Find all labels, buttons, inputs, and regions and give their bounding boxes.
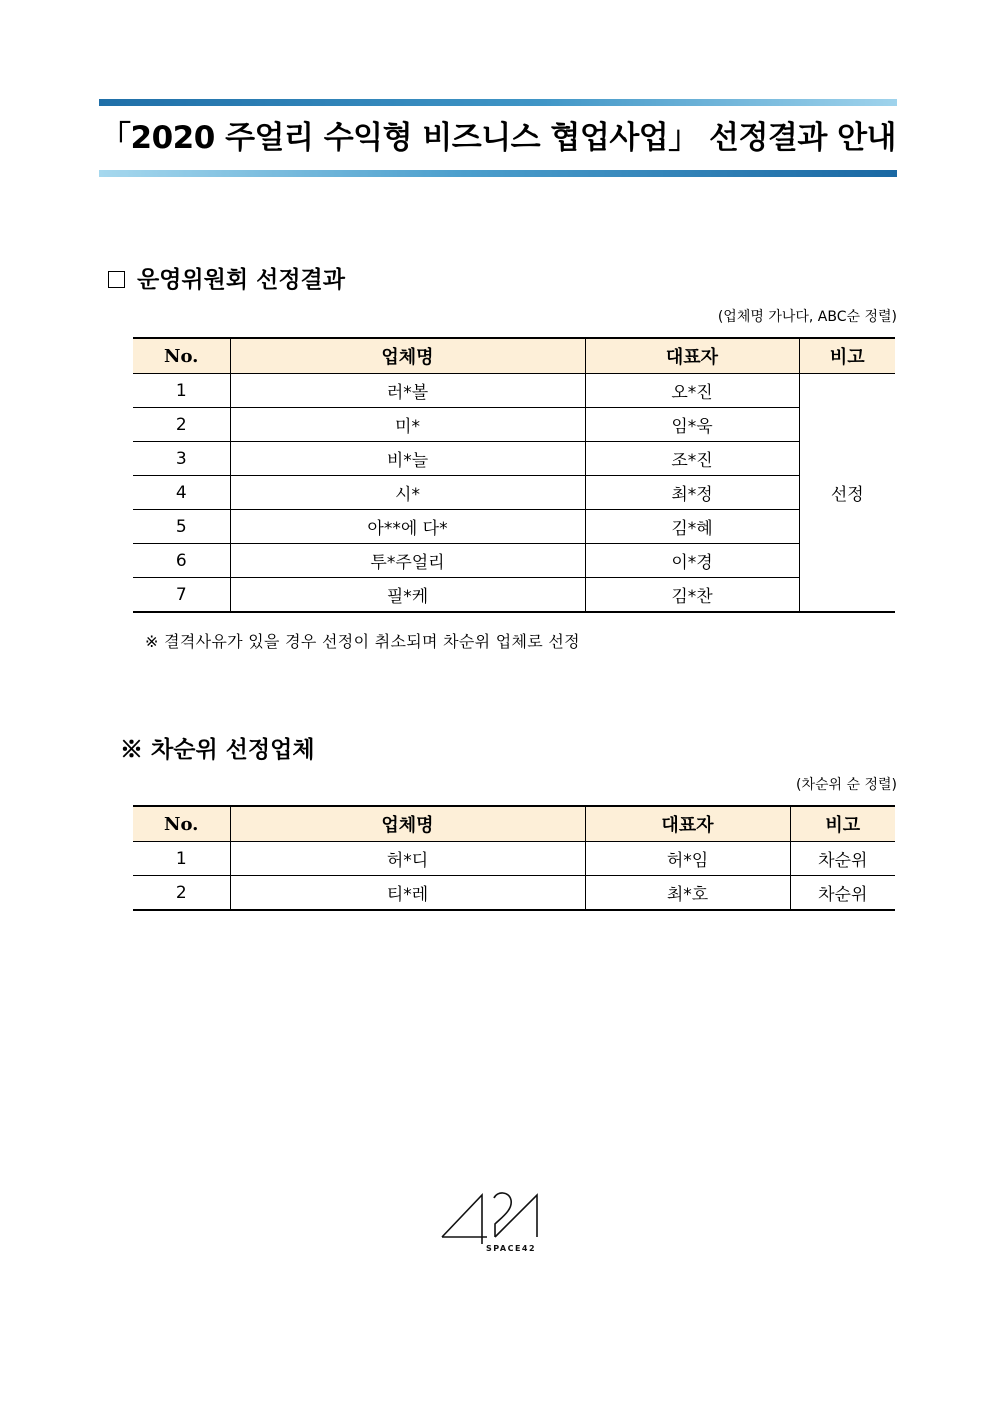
row-company: 러*볼 [230,374,585,408]
section2-title: ※ 차순위 선정업체 [120,736,315,763]
row-remark: 선정 [799,374,895,613]
row-company: 시* [230,476,585,510]
row-no: 2 [133,876,230,911]
table-row [133,544,895,578]
row-no: 4 [133,476,230,510]
header-company: 업체명 [230,806,585,842]
row-representative: 임*욱 [585,408,799,442]
table-row [133,374,895,408]
row-no: 5 [133,510,230,544]
header-no: No. [133,806,230,842]
table-row [133,476,895,510]
row-no: 7 [133,578,230,613]
table-row [133,442,895,476]
row-company: 티*레 [230,876,585,911]
space42-logo [437,1188,549,1256]
row-no: 1 [133,374,230,408]
table-header-row [133,806,895,842]
title-bottom-bar [99,170,897,177]
table-row [133,510,895,544]
row-representative: 이*경 [585,544,799,578]
header-representative: 대표자 [585,806,790,842]
table-row [133,876,895,911]
disqualification-footnote: ※ 결격사유가 있을 경우 선정이 취소되며 차순위 업체로 선정 [145,632,580,651]
row-remark: 차순위 [790,842,895,876]
row-no: 2 [133,408,230,442]
row-company: 허*디 [230,842,585,876]
section2-sort-note: (차순위 순 정렬) [796,777,897,793]
row-company: 비*늘 [230,442,585,476]
row-remark: 차순위 [790,876,895,911]
section1-heading [108,264,345,296]
header-company: 업체명 [230,338,585,374]
table-header-row [133,338,895,374]
row-representative: 최*정 [585,476,799,510]
checkbox-icon [108,271,125,288]
header-remark: 비고 [799,338,895,374]
row-no: 3 [133,442,230,476]
title-top-bar [99,99,897,106]
selection-results-table [133,337,895,613]
row-representative: 오*진 [585,374,799,408]
table-row [133,578,895,613]
row-representative: 김*찬 [585,578,799,613]
row-company: 필*케 [230,578,585,613]
table-row [133,408,895,442]
runner-up-table [133,805,895,911]
row-no: 6 [133,544,230,578]
row-representative: 김*혜 [585,510,799,544]
section1-sort-note: (업체명 가나다, ABC순 정렬) [717,309,897,325]
table-row [133,842,895,876]
document-title: 「2020 주얼리 수익형 비즈니스 협업사업」 선정결과 안내 [100,120,896,156]
row-representative: 최*호 [585,876,790,911]
header-no: No. [133,338,230,374]
row-no: 1 [133,842,230,876]
row-company: 투*주얼리 [230,544,585,578]
section1-title: 운영위원회 선정결과 [137,266,345,293]
row-representative: 조*진 [585,442,799,476]
header-representative: 대표자 [585,338,799,374]
row-company: 미* [230,408,585,442]
logo-text: SPACE42 [486,1244,537,1253]
row-representative: 허*임 [585,842,790,876]
row-company: 아**에 다* [230,510,585,544]
header-remark: 비고 [790,806,895,842]
